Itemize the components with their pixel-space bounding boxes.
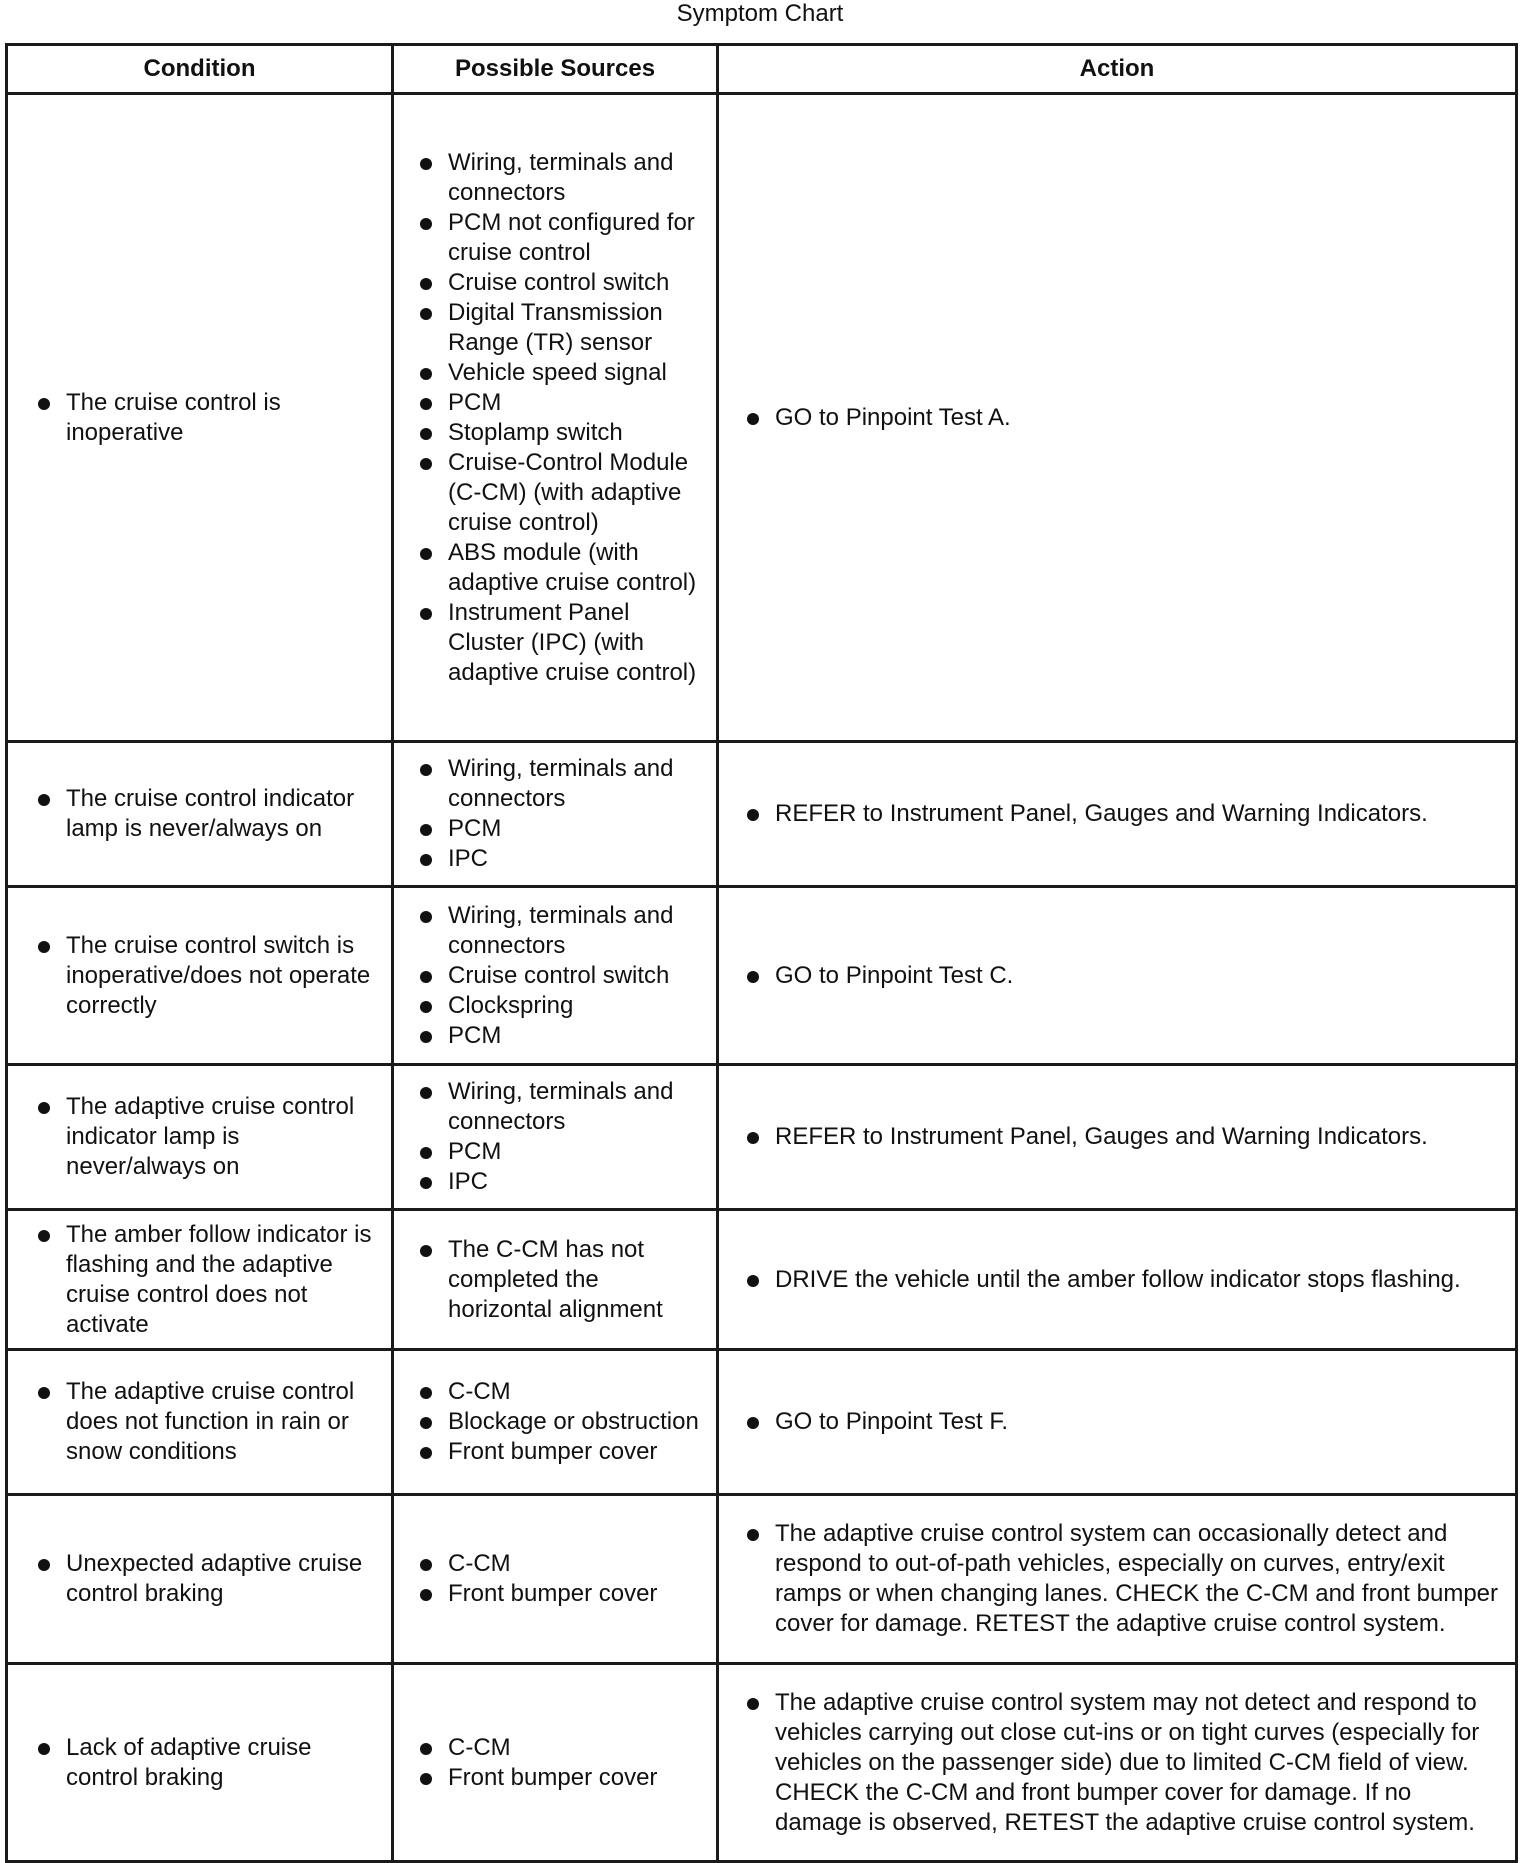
source-item: Front bumper cover	[416, 1579, 706, 1609]
action-text: REFER to Instrument Panel, Gauges and Warning Indicators.	[743, 1122, 1503, 1152]
sources-list	[416, 148, 706, 688]
action-text: GO to Pinpoint Test F.	[743, 1407, 1503, 1437]
source-item: Wiring, terminals and connectors	[416, 901, 706, 961]
source-item: Instrument Panel Cluster (IPC) (with adaptive cruise control)	[416, 598, 706, 688]
table-row	[7, 1065, 1517, 1210]
action-cell	[718, 1065, 1517, 1210]
source-item: Cruise control switch	[416, 268, 706, 298]
action-cell	[718, 94, 1517, 742]
source-item: PCM not configured for cruise control	[416, 208, 706, 268]
source-item: PCM	[416, 1021, 706, 1051]
source-item: Wiring, terminals and connectors	[416, 1077, 706, 1137]
action-text: REFER to Instrument Panel, Gauges and Warning Indicators.	[743, 799, 1503, 829]
source-item: PCM	[416, 814, 706, 844]
sources-list	[416, 754, 706, 874]
source-item: The C-CM has not completed the horizontal alignment	[416, 1235, 706, 1325]
sources-list	[416, 1235, 706, 1325]
table-row	[7, 1495, 1517, 1664]
action-cell	[718, 742, 1517, 887]
action-cell	[718, 1664, 1517, 1862]
header-action: Action	[718, 45, 1517, 94]
action-cell	[718, 1350, 1517, 1495]
source-item: IPC	[416, 844, 706, 874]
source-item: PCM	[416, 388, 706, 418]
header-condition: Condition	[7, 45, 393, 94]
action-text: The adaptive cruise control system may not detect and respond to vehicles carrying out close cut-ins or on tight curves (especially for vehicles on the passenger side) due to limited C-CM field of view. CHECK the C-CM and front bumper cover for damage. If no damage is observed, RETEST the adaptive cruise control system.	[743, 1688, 1503, 1838]
sources-cell	[393, 94, 718, 742]
source-item: Clockspring	[416, 991, 706, 1021]
sources-cell	[393, 1495, 718, 1664]
table-row	[7, 887, 1517, 1065]
condition-text: The amber follow indicator is flashing and the adaptive cruise control does not activate	[34, 1220, 381, 1340]
source-item: Cruise-Control Module (C-CM) (with adaptive cruise control)	[416, 448, 706, 538]
condition-cell	[7, 742, 393, 887]
action-text: GO to Pinpoint Test A.	[743, 403, 1503, 433]
source-item: C-CM	[416, 1377, 706, 1407]
source-item: C-CM	[416, 1733, 706, 1763]
source-item: Front bumper cover	[416, 1437, 706, 1467]
action-cell	[718, 1495, 1517, 1664]
condition-cell	[7, 887, 393, 1065]
condition-text: The adaptive cruise control indicator lamp is never/always on	[34, 1092, 381, 1182]
symptom-chart-table	[5, 43, 1518, 1863]
condition-cell	[7, 1210, 393, 1350]
sources-list	[416, 1377, 706, 1467]
source-item: Wiring, terminals and connectors	[416, 148, 706, 208]
condition-text: The cruise control switch is inoperative/does not operate correctly	[34, 931, 381, 1021]
sources-cell	[393, 1664, 718, 1862]
sources-list	[416, 901, 706, 1051]
sources-cell	[393, 1350, 718, 1495]
source-item: Blockage or obstruction	[416, 1407, 706, 1437]
condition-text: Unexpected adaptive cruise control braking	[34, 1549, 381, 1609]
source-item: Wiring, terminals and connectors	[416, 754, 706, 814]
sources-cell	[393, 1065, 718, 1210]
table-row	[7, 742, 1517, 887]
source-item: C-CM	[416, 1549, 706, 1579]
action-text: GO to Pinpoint Test C.	[743, 961, 1503, 991]
table-row	[7, 1210, 1517, 1350]
source-item: PCM	[416, 1137, 706, 1167]
header-row	[7, 45, 1517, 94]
source-item: Digital Transmission Range (TR) sensor	[416, 298, 706, 358]
source-item: Stoplamp switch	[416, 418, 706, 448]
action-text: DRIVE the vehicle until the amber follow indicator stops flashing.	[743, 1265, 1503, 1295]
source-item: Cruise control switch	[416, 961, 706, 991]
condition-cell	[7, 1495, 393, 1664]
condition-cell	[7, 1065, 393, 1210]
condition-text: The cruise control indicator lamp is never/always on	[34, 784, 381, 844]
condition-cell	[7, 1350, 393, 1495]
sources-cell	[393, 1210, 718, 1350]
action-text: The adaptive cruise control system can occasionally detect and respond to out-of-path vehicles, especially on curves, entry/exit ramps or when changing lanes. CHECK the C-CM and front bumper cover for damage. RETEST the adaptive cruise control system.	[743, 1519, 1503, 1639]
source-item: Front bumper cover	[416, 1763, 706, 1793]
sources-cell	[393, 742, 718, 887]
condition-cell	[7, 94, 393, 742]
table-row	[7, 1664, 1517, 1862]
sources-list	[416, 1733, 706, 1793]
action-cell	[718, 887, 1517, 1065]
table-row	[7, 94, 1517, 742]
sources-list	[416, 1077, 706, 1197]
condition-text: Lack of adaptive cruise control braking	[34, 1733, 381, 1793]
page-title: Symptom Chart	[676, 0, 844, 27]
sources-list	[416, 1549, 706, 1609]
source-item: Vehicle speed signal	[416, 358, 706, 388]
source-item: IPC	[416, 1167, 706, 1197]
condition-text: The adaptive cruise control does not function in rain or snow conditions	[34, 1377, 381, 1467]
sources-cell	[393, 887, 718, 1065]
source-item: ABS module (with adaptive cruise control)	[416, 538, 706, 598]
table-row	[7, 1350, 1517, 1495]
condition-text: The cruise control is inoperative	[34, 388, 381, 448]
condition-cell	[7, 1664, 393, 1862]
action-cell	[718, 1210, 1517, 1350]
header-possible-sources: Possible Sources	[393, 45, 718, 94]
